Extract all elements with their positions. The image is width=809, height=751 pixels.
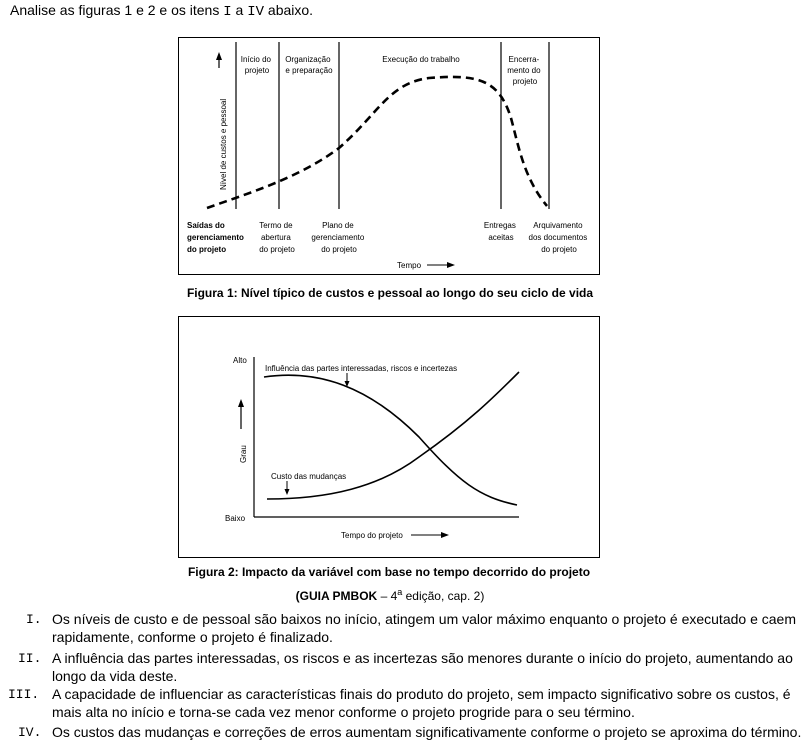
output-deliverables: Entregas aceitas xyxy=(483,221,516,242)
fig2-y-high: Alto xyxy=(233,356,247,365)
phase-execution-label: Execução do trabalho xyxy=(382,55,460,64)
output-charter: Termo de abertura do projeto xyxy=(259,221,295,254)
intro-text xyxy=(10,2,313,20)
figure1-frame xyxy=(178,37,600,275)
intro-to: IV xyxy=(247,4,265,20)
item-4-number: IV. xyxy=(18,725,42,740)
figure2-frame xyxy=(178,316,600,558)
intro-pre: Analise as figuras 1 e 2 e os itens xyxy=(10,2,224,18)
item-1-number: I. xyxy=(26,612,42,627)
cost-pointer-head xyxy=(285,489,290,495)
x-arrow-head xyxy=(447,262,455,268)
phase-closing-label: Encerra- mento do projeto xyxy=(507,55,541,86)
phase-organization-label: Organização e preparação xyxy=(285,55,333,75)
fig1-ylabel: Nível de custos e pessoal xyxy=(219,98,228,190)
item-3-number: III. xyxy=(8,687,40,702)
outputs-title: Saídas do gerenciamento do projeto xyxy=(187,221,244,254)
item-2-text: A influência das partes interessadas, os riscos e as incertezas são menores durante o início do projeto, aumentando ao longo da vida deste. xyxy=(52,650,793,684)
source-rest: edição, cap. 2) xyxy=(402,589,485,603)
fig2-xlabel: Tempo do projeto xyxy=(341,531,403,540)
fig2-x-arrow-head xyxy=(441,532,449,538)
figure2-caption: Figura 2: Impacto da variável com base no tempo decorrido do projeto xyxy=(187,565,591,579)
y-arrow-head xyxy=(216,52,222,60)
figure1-caption: Figura 1: Nível típico de custos e pessoal ao longo do seu ciclo de vida xyxy=(186,286,594,300)
cost-staffing-curve xyxy=(207,77,547,208)
figure2-svg xyxy=(179,317,599,557)
phase-dividers xyxy=(236,42,549,209)
item-2-number: II. xyxy=(18,651,42,666)
intro-from: I xyxy=(223,4,232,20)
fig1-xlabel: Tempo xyxy=(397,261,422,270)
figure1-svg xyxy=(179,38,599,274)
item-4-text: Os custos das mudanças e correções de erros aumentam significativamente conforme o projeto se aproxima do término. xyxy=(52,724,802,740)
intro-mid: a xyxy=(231,2,248,18)
output-archive: Arquivamento dos documentos do projeto xyxy=(528,221,588,254)
source-citation xyxy=(250,587,530,603)
fig2-y-arrow-head xyxy=(238,399,244,407)
intro-post: abaixo. xyxy=(264,2,314,18)
item-3-text: A capacidade de influenciar as características finais do produto do projeto, sem impacto significativo sobre os custos, é mais alta no início e torna-se cada vez menor conforme o projeto progride para o seu término. xyxy=(52,686,791,720)
influence-curve xyxy=(264,375,517,505)
source-sup: a xyxy=(397,587,403,597)
change-cost-label: Custo das mudanças xyxy=(271,472,347,481)
influence-label: Influência das partes interessadas, riscos e incertezas xyxy=(265,364,458,373)
source-bold: (GUIA PMBOK xyxy=(295,589,378,603)
phase-start-label: Início do projeto xyxy=(240,55,272,75)
source-dash: – 4 xyxy=(377,589,398,603)
fig2-ylabel: Grau xyxy=(239,445,248,463)
output-plan: Plano de gerenciamento do projeto xyxy=(311,221,365,254)
fig2-y-low: Baixo xyxy=(225,514,246,523)
item-1-text: Os níveis de custo e de pessoal são baixos no início, atingem um valor máximo enquanto o projeto é executado e caem rapidamente, conforme o projeto é finalizado. xyxy=(52,611,796,645)
